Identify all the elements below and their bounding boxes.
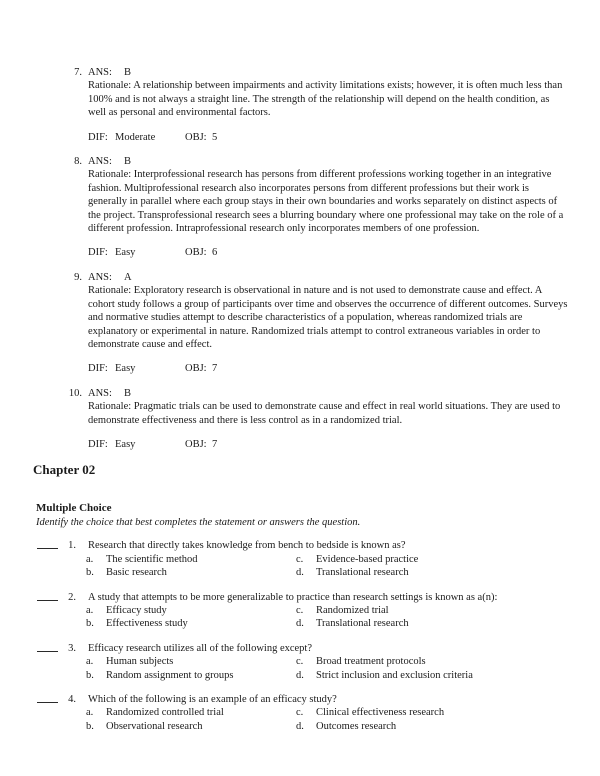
options-grid [86,655,570,682]
dif-value: Easy [115,438,136,450]
question-number: 1. [68,540,76,552]
option-d [296,669,570,682]
obj-label: OBJ: [185,131,207,143]
option-c [296,655,570,668]
option-c [296,553,570,566]
question-text: Which of the following is an example of an efficacy study? [88,694,337,705]
section-instruction: Identify the choice that best completes the statement or answers the question. [36,516,361,528]
option-d [296,617,570,630]
answer-number: 8. [74,156,82,168]
answer-number: 7. [74,67,82,78]
question-text: A study that attempts to be more generalizable to practice than research settings is known as a(n): [88,591,498,603]
option-d [296,720,570,733]
options-grid [86,604,570,631]
answer-item-10 [68,387,568,452]
option-b [86,720,296,733]
option-letter: d. [296,669,304,681]
option-b [86,669,296,682]
answer-item-9 [74,271,568,376]
answer-line [88,66,568,79]
obj-value: 6 [212,247,218,259]
dif-value: Easy [115,363,136,375]
ans-value: B [123,67,131,78]
dif-label: DIF: [88,363,108,375]
option-a [86,655,296,668]
rationale-text: Rationale: Interprofessional research has persons from different professions working together in an integrative fashion. Multiprofessional research also incorporates persons from different professions but their work is generally in parallel where each group stays in their own boundaries and works separately on distinct aspects of the project. Transprofessional research sees a blurring boundary where one professional may take on the role of a different profession. Intraprofessional research only incorporates members of one profession. [88,169,564,235]
option-a [86,553,296,566]
ans-label: ANS: [88,67,112,78]
question-text: Research that directly takes knowledge from bench to bedside is known as? [88,540,406,552]
answer-item-7 [74,66,568,144]
question-text: Efficacy research utilizes all of the following except? [88,642,312,654]
dif-label: DIF: [88,247,108,259]
ans-label: ANS: [88,271,112,283]
options-grid [86,553,570,580]
option-c [296,706,570,719]
option-text: Broad treatment protocols [316,656,426,668]
ans-value: B [123,156,131,168]
dif-obj-line [88,246,568,259]
answer-line [88,155,568,168]
option-letter: c. [296,656,304,668]
ans-label: ANS: [88,156,112,168]
option-c [296,604,570,617]
option-text: Observational research [106,720,203,732]
obj-label: OBJ: [185,363,207,375]
option-text: Randomized controlled trial [106,707,224,719]
option-letter: b. [86,567,94,579]
options-grid [86,706,570,733]
option-letter: c. [296,553,304,565]
answer-line [88,271,568,284]
option-text: Random assignment to groups [106,669,234,681]
option-letter: a. [86,604,94,616]
ans-value: A [123,271,132,283]
obj-label: OBJ: [185,438,207,450]
question-number: 3. [68,642,76,654]
option-b [86,566,296,579]
obj-value: 7 [212,363,218,375]
section-title: Multiple Choice [36,502,112,515]
option-letter: c. [296,707,304,719]
option-letter: d. [296,720,304,732]
option-text: Translational research [316,618,409,630]
questions-section [68,539,570,733]
option-text: Effectiveness study [106,618,188,630]
option-letter: a. [86,656,94,668]
rationale-text: Rationale: Pragmatic trials can be used to demonstrate cause and effect in real world situations. They are used to demonstrate effectiveness and there is less control as in a randomized trial. [88,401,561,426]
dif-obj-line [88,438,568,451]
multiple-choice-header [36,502,570,529]
answer-number: 10. [68,387,82,399]
question-1 [68,539,570,579]
option-text: The scientific method [106,553,198,565]
option-letter: d. [296,567,304,579]
dif-obj-line [88,362,568,375]
option-letter: a. [86,553,94,565]
question-number: 4. [68,694,76,705]
option-letter: d. [296,618,304,630]
dif-label: DIF: [88,438,108,450]
option-letter: b. [86,618,94,630]
rationale-text: Rationale: A relationship between impairments and activity limitations exists; however, it is often much less than 100% and is not always a straight line. The strength of the relationship will depend on the health condition, as well as personal and environmental factors. [88,80,563,119]
dif-obj-line [88,131,568,144]
option-a [86,604,296,617]
option-letter: b. [86,669,94,681]
question-4 [68,693,570,733]
question-3 [68,642,570,682]
option-text: Randomized trial [316,604,389,616]
dif-label: DIF: [88,131,108,143]
dif-value: Moderate [115,131,156,143]
option-text: Basic research [106,567,167,579]
option-text: Clinical effectiveness research [316,707,445,719]
option-text: Evidence-based practice [316,553,419,565]
option-d [296,566,570,579]
answer-item-8 [74,155,568,260]
option-text: Translational research [316,567,409,579]
ans-label: ANS: [88,387,112,399]
option-b [86,617,296,630]
answer-line [88,387,568,400]
option-text: Human subjects [106,656,174,668]
option-letter: a. [86,707,94,719]
question-number: 2. [68,591,76,603]
obj-value: 7 [212,438,218,450]
rationale-text: Rationale: Exploratory research is observational in nature and is not used to demonstrate cause and effect. A cohort study follows a group of participants over time and observes the occurrence of different outcomes. Surveys and normative studies attempt to describe characteristics of a population, whereas randomized trials are explanatory or experimental in nature. Randomized trials attempt to control extraneous variables in order to demonstrate cause and effect. [88,285,568,350]
option-letter: b. [86,720,94,732]
obj-label: OBJ: [185,247,207,259]
option-text: Outcomes research [316,720,397,732]
obj-value: 5 [212,131,218,143]
answer-key-section [68,66,568,451]
ans-value: B [123,387,131,399]
option-text: Efficacy study [106,604,167,616]
option-letter: c. [296,604,304,616]
option-a [86,706,296,719]
option-text: Strict inclusion and exclusion criteria [316,669,473,681]
answer-number: 9. [74,271,82,283]
dif-value: Easy [115,247,136,259]
question-2 [68,591,570,631]
chapter-heading: Chapter 02 [33,462,96,478]
